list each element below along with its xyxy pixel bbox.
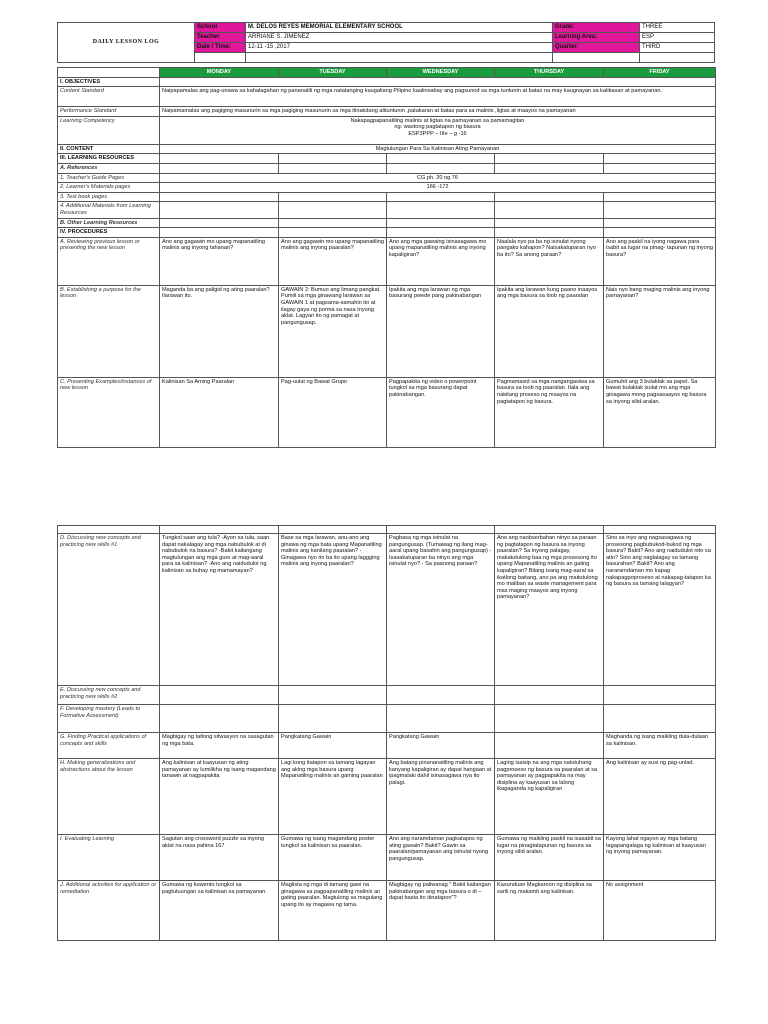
- procedure-d-thursday: Ano ang naobserbahan ninyo sa paraan ng pagtatapon ng basura sa inyong paaralan? Sa inyong palagay, makatutulong baa ng mga prosesong ito upang Mapanatiling malinis an gating kapaligiran? Bilang isang mag-aaral sa ikatlong baitang, ano pa ang maitutulong mo maliban sa waste management para mas maging maayos ang inyong pamayanan?: [495, 534, 604, 686]
- learning-resources-heading: III. LEARNING RESOURCES: [58, 154, 160, 164]
- textbook-pages-label: 3. Text book pages: [58, 192, 160, 202]
- procedure-c-tuesday: Pag-uulat ng Bawat Grupo: [279, 377, 387, 447]
- procedure-c-wednesday: Pagpapakita ng video o powerpoint tungkol sa mga basurang dapat pakinabangan.: [387, 377, 495, 447]
- procedure-d-wednesday: Pagbasa ng mga isinulat na pangungusap. (Tumawag ng ilang mag-aaral upang basahin ang pangungusap) - Isasakatuparan ba ninyo ang mga isinulat nyo? - Sa paanong paraan?: [387, 534, 495, 686]
- learners-materials-value: 166 -172: [160, 183, 716, 193]
- procedure-a-thursday: Naalala nyo pa ba ng isinulat nyong pangako kahapon? Naisakatuparan nyo ba ito? Sa anong paraan?: [495, 237, 604, 285]
- day-header-wednesday: WEDNESDAY: [387, 68, 495, 78]
- learners-materials-label: 2. Learner's Materials pages: [58, 183, 160, 193]
- performance-standard-label: Performance Standard: [58, 107, 160, 117]
- procedure-c-friday: Gumuhit ang 3 bulaklak sa papel. Sa bawat bulaklak isulat mo ang mga ginagawa mong pagsasaayos ng basura sa inyong silid-aralan.: [604, 377, 716, 447]
- procedure-i-tuesday: Gumawa ng isang magandang poster tungkol sa kalinisan sa paaralan.: [279, 835, 387, 881]
- procedure-b-wednesday: Ipakita ang mga larawan ng mga basurang pwede pang pakinabangan: [387, 285, 495, 377]
- procedure-c-label: C. Presenting Examples/instances of new lesson: [58, 377, 160, 447]
- procedure-g-tuesday: Pangkatang Gawain: [279, 733, 387, 759]
- procedure-i-label: I. Evaluating Learning: [58, 835, 160, 881]
- procedure-a-wednesday: Ano ang mga gawaing isinasagawa mo upang mapanatiling malinis ang inyong kapaligiran?: [387, 237, 495, 285]
- content-standard-label: Content Standard: [58, 87, 160, 107]
- procedure-i-monday: Sagutan ang crossword puzzle sa inyong aklat na nasa pahina 167: [160, 835, 279, 881]
- learning-competency-value: [160, 116, 716, 144]
- procedure-h-monday: Ang kalinisan at kaayusan ng ating pamayanan ay lumilikha ng isang magandang tanawin at nagpapakita: [160, 759, 279, 835]
- procedure-a-monday: Ano ang gagawin mo upang mapanatiling malinis ang inyong tahanan?: [160, 237, 279, 285]
- procedure-b-friday: Nais nyo bang maging malinis ang inyong pamayanan?: [604, 285, 716, 377]
- performance-standard-value: Naipamamalas ang pagiging masunurin sa mga pagiging masunurin sa mga itinakdang alituntunin ,patakaran at batas para sa malinis ,ligtas at maayos na pamayanan: [160, 107, 716, 117]
- procedure-j-friday: No assignment: [604, 881, 716, 941]
- date-label: Date / Time:: [195, 43, 246, 53]
- procedure-b-tuesday: GAWAIN 2: Bumuo ang limang pangkat. Pumili sa mga ginawang larawan sa GAWAIN 1 at pagsama-samahin ito at ilagay gaya ng porma sa nasa Inyong aklat. Lagyan ito ng pamagat at pangungusap.: [279, 285, 387, 377]
- teachers-guide-label: 1. Teacher's Guide Pages: [58, 173, 160, 183]
- procedure-i-thursday: Gumawa ng maikling paskil na isasabit sa lugar na pinagtatapunan ng basura sa inyong silid aralan.: [495, 835, 604, 881]
- procedure-g-thursday: [495, 733, 604, 759]
- procedure-j-tuesday: Maglista ng mga di tamang gawi na ginagawa sa pagpapanatiling malinis an gating paaralan. Magtulong sa magulang upang ito ay magawa ng tama.: [279, 881, 387, 941]
- procedure-e-label: E. Discussing new concepts and practicing new skills #2: [58, 686, 160, 705]
- header-table: [57, 22, 715, 63]
- lesson-table-page-1: [57, 67, 716, 448]
- procedure-h-label: H. Making generalizations and abstractions about the lesson: [58, 759, 160, 835]
- content-standard-value: Naipapamalas ang pag-unawa sa kahalagahan ng pananatili ng mga natatanging kaugaliang Pilipino kaalinsabay ang pagsunod sa mga tuntunin at batas na may kaugnayan sa kalikasan at pamayanan.: [160, 87, 716, 107]
- grade-value: THREE: [640, 23, 715, 33]
- grade-label: Grade:: [553, 23, 640, 33]
- procedure-a-friday: Ano ang paskil na iyong nagawa para isabit sa lugar na pinag- tapunan ng inyong basura?: [604, 237, 716, 285]
- references-label: A. References: [58, 163, 160, 173]
- page-title: DAILY LESSON LOG: [58, 23, 195, 63]
- school-label: School: [195, 23, 246, 33]
- day-header-thursday: THURSDAY: [495, 68, 604, 78]
- procedure-h-tuesday: Lagi kong itatapon sa tamang lagayan ang aking mga basura upang Mapanatiling malinis an gaming paaralan: [279, 759, 387, 835]
- lesson-table-page-2: [57, 525, 716, 941]
- procedure-d-tuesday: Base sa mga larawan, anu-ano ang ginawa ng mga bata upang Mapanatiling malinis ang kanilang paaralan? -Ginagawa nyo rin ba ito upang laggging malinis ang inyong paaralan?: [279, 534, 387, 686]
- procedure-i-wednesday: Ano ang naramdaman pagkatapos ng ating gawain? Bakit? Gawin sa paaralan/pamayanan ang isinulat nyong pangungusap.: [387, 835, 495, 881]
- procedure-h-thursday: Laging isaisip na ang mga natutuhang pagproseso ng basura sa paaralan at sa pamayanan ay pagpapakita na may disiplina ay kaayusan sa lalong ikagaganda ng kapaligiran: [495, 759, 604, 835]
- teachers-guide-value: CG ph. 20 ng 76: [160, 173, 716, 183]
- content-heading: II. CONTENT: [58, 144, 160, 154]
- teacher-value: ARRIANE S. JIMENEZ: [246, 33, 553, 43]
- quarter-value: THIRD: [640, 43, 715, 53]
- procedure-h-wednesday: Ang batang pinananatiling malinis ang kanyang kapaligiran ay dapat hangaan at ipagmalaki dahil isinasagawa nya ito palagi.: [387, 759, 495, 835]
- learning-competency-label: Learning Competency: [58, 116, 160, 144]
- teacher-label: Teacher: [195, 33, 246, 43]
- procedure-c-thursday: Pagmamasid sa mga nangangasiwa sa basura sa loob ng paaralan. Itala ang nakitang proseso ng maayos na pagtatapon ng basura.: [495, 377, 604, 447]
- procedure-b-monday: Maganda ba ang paligid ng ating paaralan? Ilarawan ito.: [160, 285, 279, 377]
- procedure-j-monday: Gumawa ng kuwento tungkol sa pagtutuungan sa kalinisan sa pamayanan.: [160, 881, 279, 941]
- procedures-heading: IV. PROCEDURES: [58, 228, 160, 238]
- procedure-i-friday: Kayong lahat ngayon ay mga batang tagapangalaga ng kalinisan at kaayusan ng inyong pamayanan.: [604, 835, 716, 881]
- procedure-c-monday: Kalinisan Sa Aming Paaralan: [160, 377, 279, 447]
- procedure-j-thursday: Kasunduan Magkaroon ng disiplina sa sarili ng makamit ang kalinisan.: [495, 881, 604, 941]
- learning-area-label: Learning Area:: [553, 33, 640, 43]
- day-header-monday: MONDAY: [160, 68, 279, 78]
- competency-line-3: ESP3PPP – IIIe – g -16: [408, 130, 467, 137]
- content-value: Magtulungan Para Sa Kalinisan Ating Pamayanan: [160, 144, 716, 154]
- procedure-j-wednesday: Magbigay ng paliwanag " Bakit kailangan pakinabangan ang mga basura o di –dapat basta ito itinatapon"?: [387, 881, 495, 941]
- day-header-tuesday: TUESDAY: [279, 68, 387, 78]
- learning-area-value: ESP: [640, 33, 715, 43]
- procedure-a-label: A. Reviewing previous lesson or presenting the new lesson: [58, 237, 160, 285]
- procedure-d-label: D. Discussing new concepts and practicing new skills #1: [58, 534, 160, 686]
- procedure-f-label: F. Developing mastery (Leads to Formative Assessment): [58, 705, 160, 733]
- other-resources-label: B. Other Learning Resources: [58, 218, 160, 228]
- additional-materials-label: 4. Additional Materials from Learning Resources: [58, 202, 160, 218]
- date-value: 12-11 -15 ,2017: [246, 43, 553, 53]
- procedure-d-monday: Tungkol saan ang tula? -Ayon sa tula, saan dapat nakalagay ang mga nabubulok at di nabubulok na basura? -Bakit kailangang magtulungan ang mga guro at mag-aaral para sa kalinisan? -Ano ang naidudulot ng kalinisan sa buhay ng mamamayan?: [160, 534, 279, 686]
- day-header-friday: FRIDAY: [604, 68, 716, 78]
- procedure-b-label: B. Establishing a purpose for the lesson: [58, 285, 160, 377]
- procedure-b-thursday: Ipakita ang larawan kung paano inaayos ang mga basura sa loob ng paaralan: [495, 285, 604, 377]
- school-value: M. DELOS REYES MEMORIAL ELEMENTARY SCHOOL: [246, 23, 553, 33]
- procedure-d-friday: Sino sa inyo ang nagsasagawa ng prosesong pagbubukod-bukod ng mga basura? Bakit? Ano ang naidudulot nito sa atin? Sino ang naglalagay sa tamang basurahan? Bakit? Ano ang nararamdaman mo kapag nakapagpoproseso at nakapag-tatapon ka ng basura sa tamang lalagyan?: [604, 534, 716, 686]
- competency-line-1: Nakapagpapanatiling malinis at ligtas na pamayanan sa pamamagitan: [350, 117, 525, 124]
- competency-line-2: ng: wastong pagtatapon ng basura: [394, 124, 481, 131]
- procedure-g-monday: Magbigay ng tatlong sitwasyon na sasagutan ng mga bata.: [160, 733, 279, 759]
- procedure-a-tuesday: Ano ang gagawin mo upang mapanatiling malinis ang inyong paaralan?: [279, 237, 387, 285]
- procedure-g-wednesday: Pangkatang Gawain: [387, 733, 495, 759]
- procedure-g-friday: Maghanda ng isang maikling dula-dulaan sa kalinisan.: [604, 733, 716, 759]
- objectives-heading: I. OBJECTIVES: [58, 77, 160, 87]
- procedure-j-label: J. Additional activities for application or remediation: [58, 881, 160, 941]
- quarter-label: Quarter:: [553, 43, 640, 53]
- procedure-h-friday: Ang kalinisan ay susi ng pag-unlad.: [604, 759, 716, 835]
- procedure-g-label: G. Finding Practical applications of concepts and skills: [58, 733, 160, 759]
